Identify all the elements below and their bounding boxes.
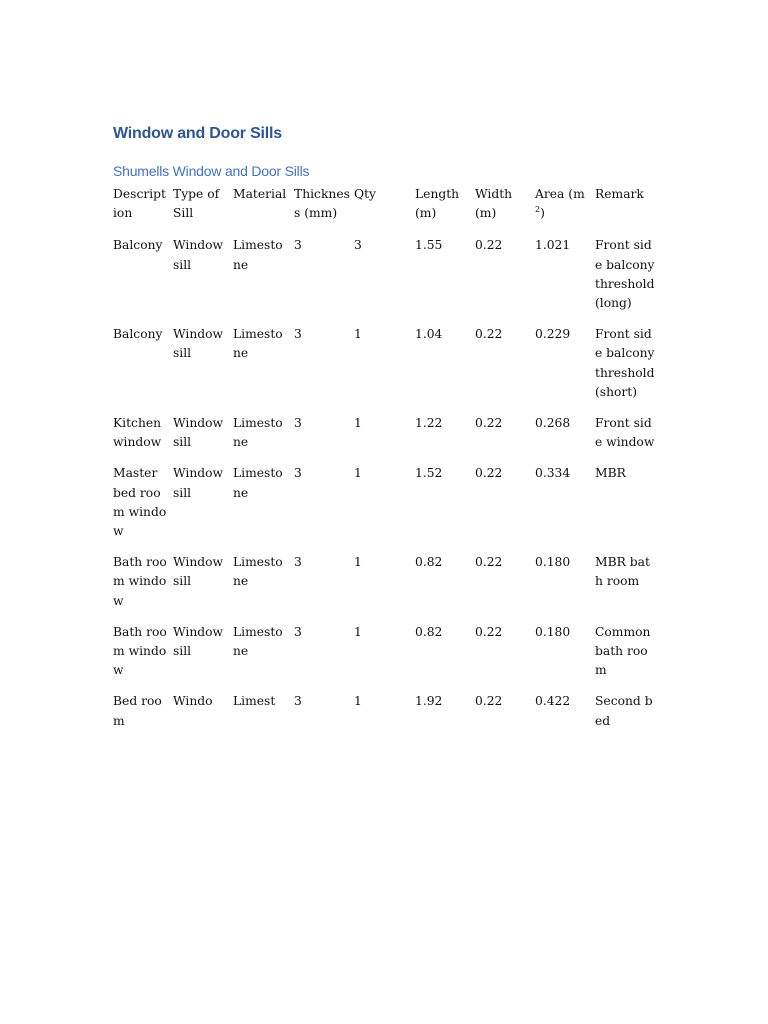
- cell-area: 1.021: [535, 238, 571, 253]
- sills-table: [113, 185, 661, 743]
- cell-qty: 1: [354, 327, 362, 342]
- header-description: Description: [113, 187, 166, 221]
- cell-width: 0.22: [475, 624, 503, 639]
- table-row: [113, 692, 661, 742]
- cell-description: Bed room: [113, 694, 162, 728]
- cell-qty: 1: [354, 694, 362, 709]
- section-heading: Shumells Window and Door Sills: [113, 163, 310, 179]
- cell-remark: MBR: [595, 466, 626, 481]
- table-row: [113, 325, 661, 414]
- cell-type-of-sill: Window sill: [173, 238, 224, 272]
- cell-description: Bath room window: [113, 624, 167, 678]
- cell-qty: 1: [354, 466, 362, 481]
- header-width: Width (m): [475, 187, 513, 221]
- cell-width: 0.22: [475, 694, 503, 709]
- cell-type-of-sill: Window sill: [173, 327, 224, 361]
- cell-qty: 1: [354, 416, 362, 431]
- cell-width: 0.22: [475, 555, 503, 570]
- cell-length: 0.82: [415, 555, 443, 570]
- header-area-superscript: 2: [535, 205, 541, 215]
- cell-remark: MBR bath room: [595, 555, 650, 589]
- cell-remark: Front side balcony threshold (short): [595, 327, 655, 399]
- header-area: [535, 185, 595, 236]
- cell-area: 0.180: [535, 555, 571, 570]
- cell-description: Balcony: [113, 238, 163, 253]
- cell-material: Limestone: [233, 555, 283, 589]
- cell-material: Limestone: [233, 624, 283, 659]
- cell-area: 0.334: [535, 466, 571, 481]
- cell-material: Limestone: [233, 416, 283, 450]
- cell-type-of-sill: Window sill: [173, 416, 224, 450]
- cell-description: Bath room window: [113, 555, 167, 608]
- header-thickness: Thickness (mm): [294, 187, 350, 221]
- cell-width: 0.22: [475, 416, 503, 431]
- cell-width: 0.22: [475, 238, 503, 253]
- cell-length: 1.04: [415, 327, 443, 342]
- header-length: Length (m): [415, 187, 460, 221]
- cell-thickness: 3: [294, 466, 302, 481]
- table-row: [113, 464, 661, 553]
- cell-description: Balcony: [113, 327, 163, 342]
- cell-material: Limest: [233, 694, 276, 709]
- header-area-close: ): [540, 206, 545, 221]
- table-header-row: [113, 185, 661, 236]
- cell-thickness: 3: [294, 694, 302, 709]
- cell-thickness: 3: [294, 555, 302, 570]
- cell-width: 0.22: [475, 466, 503, 481]
- cell-qty: 1: [354, 624, 362, 639]
- header-qty: Qty: [354, 187, 376, 201]
- cell-remark: Front side balcony threshold (long): [595, 238, 655, 311]
- cell-type-of-sill: Window sill: [173, 555, 224, 589]
- cell-remark: Common bath room: [595, 624, 651, 678]
- cell-thickness: 3: [294, 416, 302, 431]
- cell-width: 0.22: [475, 327, 503, 342]
- cell-length: 1.52: [415, 466, 443, 481]
- cell-material: Limestone: [233, 466, 283, 500]
- cell-length: 1.92: [415, 694, 443, 709]
- cell-type-of-sill: Window sill: [173, 466, 224, 500]
- table-row: [113, 414, 661, 464]
- cell-material: Limestone: [233, 238, 283, 272]
- cell-description: Kitchen window: [113, 416, 162, 450]
- cell-thickness: 3: [294, 327, 302, 342]
- cell-qty: 3: [354, 238, 362, 253]
- cell-thickness: 3: [294, 624, 302, 639]
- cell-description: Master bed room window: [113, 466, 167, 539]
- cell-area: 0.229: [535, 327, 571, 342]
- table-row: [113, 553, 661, 623]
- cell-remark: Second bed: [595, 694, 653, 728]
- cell-length: 1.55: [415, 238, 443, 253]
- cell-material: Limestone: [233, 327, 283, 361]
- header-material: Material: [233, 187, 287, 201]
- cell-length: 1.22: [415, 416, 443, 431]
- cell-type-of-sill: Windo: [173, 694, 213, 709]
- page-title: Window and Door Sills: [113, 125, 282, 142]
- cell-thickness: 3: [294, 238, 302, 253]
- cell-remark: Front side window: [595, 416, 655, 450]
- cell-area: 0.422: [535, 694, 571, 709]
- header-area-label: Area (m: [535, 187, 585, 201]
- cell-area: 0.180: [535, 624, 571, 639]
- cell-qty: 1: [354, 555, 362, 570]
- table-row: [113, 236, 661, 325]
- header-type-of-sill: Type of Sill: [173, 187, 220, 221]
- cell-area: 0.268: [535, 416, 571, 431]
- cell-type-of-sill: Window sill: [173, 624, 224, 659]
- header-remark: Remark: [595, 187, 644, 201]
- cell-length: 0.82: [415, 624, 443, 639]
- table-row: [113, 623, 661, 693]
